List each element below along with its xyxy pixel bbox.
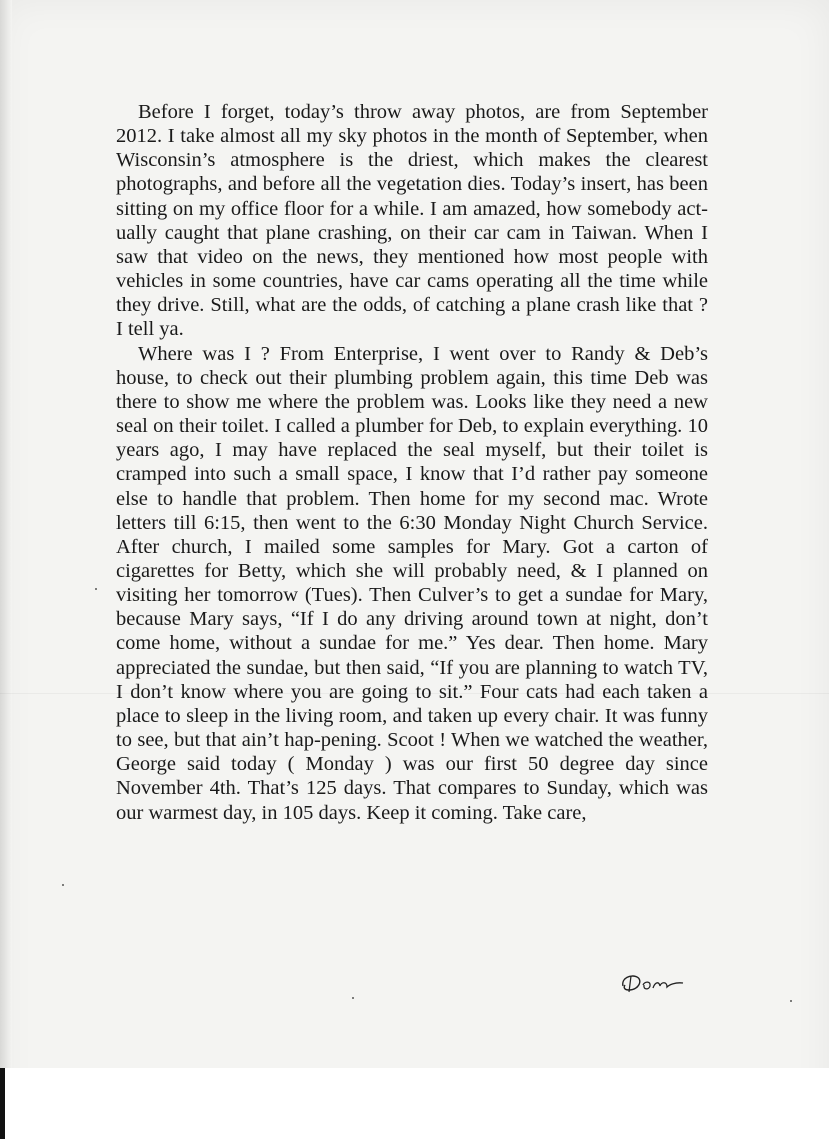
letter-paragraph-2: Where was I ? From Enterprise, I went over to Randy & Deb’s house, to check out their plumbing problem again, this time Deb was there to show me where the problem was. Looks like they need a new seal on their toilet. I called a plumber for Deb, to explain everything. 10 years ago, I may have replaced the seal myself, but their toilet is cramped into such a small space, I know that I’d rather pay someone else to handle that problem. Then home for my second mac. Wrote letters till 6:15, then went to the 6:30 Monday Night Church Service. After church, I mailed some samples for Mary. Got a carton of cigarettes for Betty, which she will probably need, & I planned on visiting her tomorrow (Tues). Then Culver’s to get a sundae for Mary, because Mary says, “If I do any driving around town at night, don’t come home, without a sundae for me.” Yes dear. Then home. Mary appreciated the sundae, but then said, “If you are planning to watch TV, I don’t know where you are going to sit.” Four cats had each taken a place to sleep in the living room, and taken up every chair. It was funny to see, but that ain’t hap-pening. Scoot ! When we watched the weather, George said today ( Monday ) was our first 50 degree day since November 4th. That’s 125 days. That compares to Sunday, which was our warmest day, in 105 days. Keep it coming. Take care,: [116, 342, 708, 824]
scan-speck: [62, 884, 64, 886]
scan-edge-bar: [0, 1068, 5, 1139]
scan-edge-shadow: [0, 0, 12, 1139]
handwritten-signature: [617, 968, 697, 998]
scan-speck: [790, 1000, 792, 1002]
scan-bottom-margin: [0, 1068, 829, 1139]
letter-body: [116, 100, 708, 825]
scan-speck: [352, 997, 354, 999]
letter-paragraph-1: Before I forget, today’s throw away photos, are from September 2012. I take almost all my sky photos in the month of September, when Wisconsin’s atmosphere is the driest, which makes the clearest photographs, and before all the vegetation dies. Today’s insert, has been sitting on my office floor for a while. I am amazed, how somebody act-ually caught that plane crashing, on their car cam in Taiwan. When I saw that video on the news, they mentioned how most people with vehicles in some countries, have car cams operating all the time while they drive. Still, what are the odds, of catching a plane crash like that ? I tell ya.: [116, 101, 708, 341]
scan-speck: [95, 588, 97, 590]
signature-icon: [617, 968, 697, 998]
